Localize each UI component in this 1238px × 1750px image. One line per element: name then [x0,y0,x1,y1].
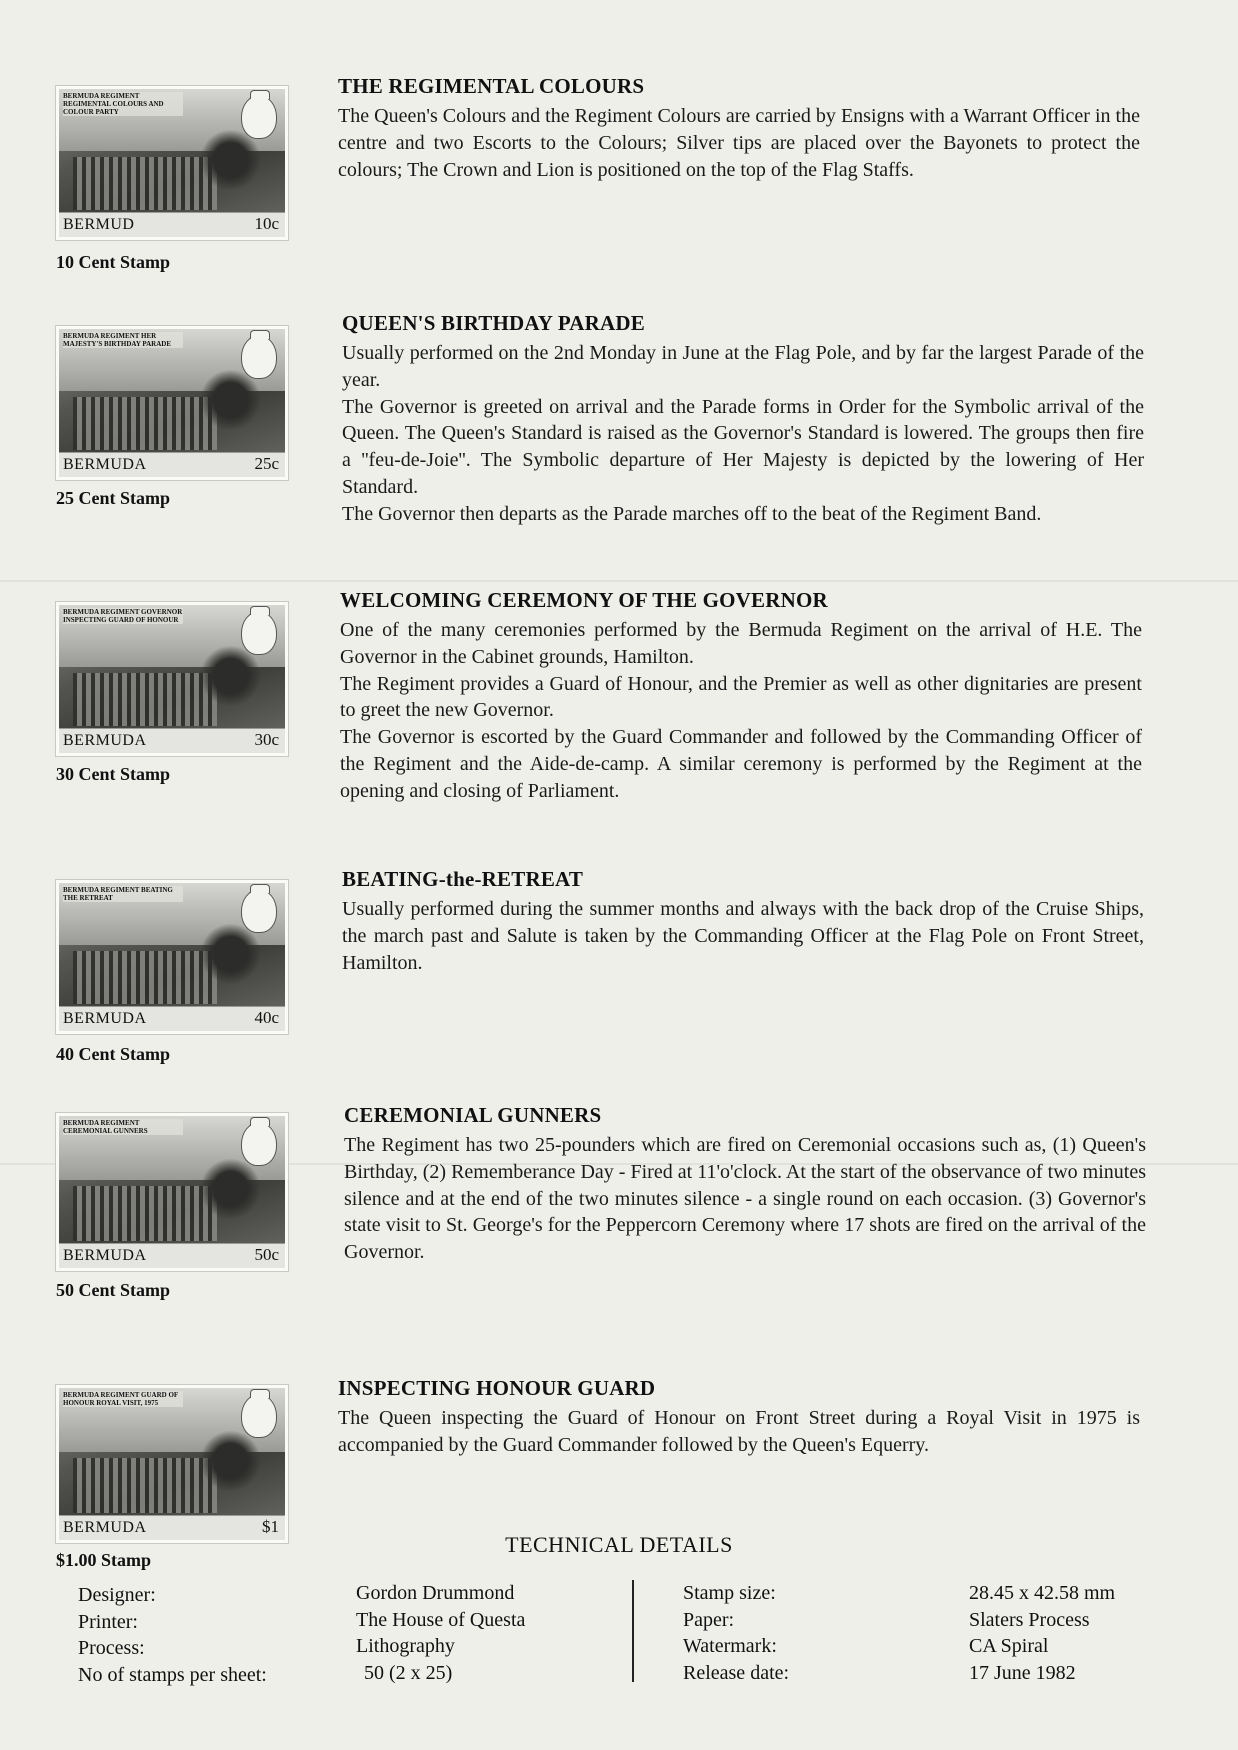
tech-right-values [969,1580,1115,1686]
tech-label: Paper: [683,1608,735,1631]
section-paragraph: The Governor is greeted on arrival and the Parade forms in Order for the Symbolic arrival of the Queen. The Queen's Standard is raised as the Governor's Standard is lowered. The groups then fire a ''feu-de-Joie''. The Symbolic departure of Her Majesty is depicted by the lowering of Her Standard. [342,395,1144,498]
section-paragraph: The Regiment provides a Guard of Honour, and the Premier as well as other dignitaries are present to greet the new Governor. [340,672,1142,722]
stamp-value: 50c [254,1245,279,1264]
section-heading: INSPECTING HONOUR GUARD [338,1376,656,1400]
tech-left-labels [78,1582,267,1688]
queen-portrait-icon [241,889,277,933]
section-paragraph: One of the many ceremonies performed by the Bermuda Regiment on the arrival of H.E. The Governor in the Cabinet grounds, Hamilton. [340,619,1142,668]
stamp-value: $1 [262,1517,279,1536]
queen-portrait-icon [241,95,277,139]
queen-portrait-icon [241,1394,277,1438]
section-paragraph: The Queen's Colours and the Regiment Colours are carried by Ensigns with a Warrant Officer in the centre and two Escorts to the Colours; Silver tips are placed over the Bayonets to protect the colours; The Crown and Lion is positioned on the top of the Flag Staffs. [338,105,1140,181]
section-heading: BEATING-the-RETREAT [342,867,584,891]
section-paragraph: The Queen inspecting the Guard of Honour on Front Street during a Royal Visit in 1975 is accompanied by the Guard Commander followed by the Queen's Equerry. [338,1407,1140,1456]
tech-right-labels [683,1580,789,1686]
tech-label: No of stamps per sheet: [78,1663,267,1686]
tech-label: Process: [78,1637,145,1659]
stamp-caption: 50 Cent Stamp [56,1280,171,1300]
stamp-value: 30c [254,730,279,749]
stamp-value: 40c [254,1008,279,1027]
tech-value: The House of Questa [356,1608,526,1631]
fold-line-top [0,580,1238,582]
section-heading: CEREMONIAL GUNNERS [344,1103,602,1127]
stamp-caption: 10 Cent Stamp [56,252,171,272]
tech-value: 17 June 1982 [969,1661,1076,1684]
stamp-value: 25c [254,454,279,473]
stamp-caption: 30 Cent Stamp [56,764,171,784]
stamp-value: 10c [254,214,279,233]
stamp-50-cent [56,1113,288,1271]
tech-label: Designer: [78,1584,156,1606]
tech-label: Stamp size: [683,1582,776,1604]
stamp-caption: 40 Cent Stamp [56,1044,171,1064]
section-paragraph: The Regiment has two 25-pounders which are fired on Ceremonial occasions such as, (1) Queen's Birthday, (2) Rememberance Day - Fired at 11'o'clock. At the start of the observance of two minutes silence and at the end of the two minutes silence - a single round on each occasion. (3) Governor's state visit to St. George's for the Peppercorn Ceremony where 17 shots are fired on the arrival of the Governor. [344,1134,1146,1264]
stamp-40-cent [56,880,288,1034]
tech-value: Lithography [356,1635,455,1657]
stamp-title: BERMUDA REGIMENT REGIMENTAL COLOURS AND COLOUR PARTY [63,92,183,116]
section-paragraph: Usually performed during the summer months and always with the back drop of the Cruise Ships, the march past and Salute is taken by the Commanding Officer at the Flag Pole on Front Street, Hamilton. [342,898,1144,974]
stamp-country: BERMUDA [63,1247,147,1264]
section-paragraph: The Governor is escorted by the Guard Commander and followed by the Commanding Officer of the Regiment and the Aide-de-camp. A similar ceremony is performed by the Regiment at the opening and closing of Parliament. [340,726,1142,802]
tech-value: Slaters Process [969,1608,1090,1631]
section-heading: THE REGIMENTAL COLOURS [338,74,645,98]
stamp-10-cent [56,86,288,240]
stamp-25-cent [56,326,288,480]
section-paragraph: The Governor then departs as the Parade marches off to the beat of the Regiment Band. [342,502,1042,525]
stamp-country: BERMUD [63,216,135,233]
stamp-title: BERMUDA REGIMENT HER MAJESTY'S BIRTHDAY PARADE [63,332,183,348]
tech-label: Printer: [78,1610,138,1633]
stamp-title: BERMUDA REGIMENT GUARD OF HONOUR ROYAL VISIT, 1975 [63,1391,183,1407]
stamp-title: BERMUDA REGIMENT GOVERNOR INSPECTING GUARD OF HONOUR [63,608,183,624]
stamp-caption: $1.00 Stamp [56,1550,152,1570]
stamp-1-dollar [56,1385,288,1543]
queen-portrait-icon [241,335,277,379]
section-welcoming-ceremony [340,588,1142,805]
tech-value: CA Spiral [969,1635,1049,1657]
section-regimental-colours [338,74,1140,183]
tech-left-values [356,1580,525,1686]
stamp-country: BERMUDA [63,1519,147,1536]
tech-value: 50 (2 x 25) [364,1661,453,1684]
section-heading: QUEEN'S BIRTHDAY PARADE [342,311,645,335]
section-inspecting-honour-guard [338,1376,1140,1459]
section-queens-birthday-parade [342,311,1144,528]
section-heading: WELCOMING CEREMONY OF THE GOVERNOR [340,588,828,612]
stamp-caption: 25 Cent Stamp [56,488,171,508]
section-beating-the-retreat [342,867,1144,976]
queen-portrait-icon [241,611,277,655]
technical-details-title: TECHNICAL DETAILS [505,1532,733,1557]
tech-value: Gordon Drummond [356,1582,515,1604]
section-ceremonial-gunners [344,1103,1146,1266]
section-paragraph: Usually performed on the 2nd Monday in June at the Flag Pole, and by far the largest Parade of the year. [342,342,1144,391]
tech-value: 28.45 x 42.58 mm [969,1582,1116,1604]
tech-label: Release date: [683,1661,790,1684]
stamp-title: BERMUDA REGIMENT BEATING THE RETREAT [63,886,183,902]
stamp-30-cent [56,602,288,756]
stamp-country: BERMUDA [63,1010,147,1027]
stamp-country: BERMUDA [63,732,147,749]
queen-portrait-icon [241,1122,277,1166]
tech-divider [632,1580,634,1682]
stamp-country: BERMUDA [63,456,147,473]
tech-label: Watermark: [683,1635,777,1657]
stamp-title: BERMUDA REGIMENT CEREMONIAL GUNNERS [63,1119,183,1135]
